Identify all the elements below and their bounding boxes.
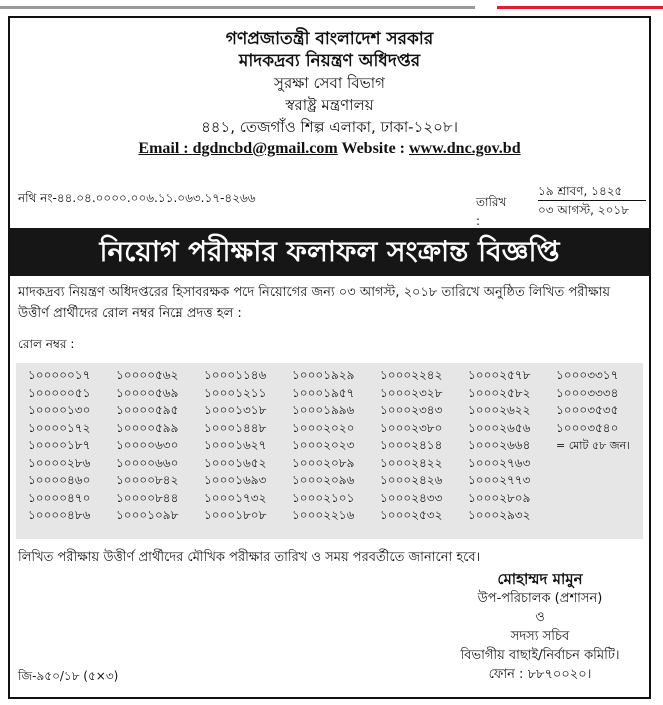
notice-frame bbox=[8, 16, 651, 699]
roll-number: ১০০০২৪১৪ bbox=[380, 438, 443, 452]
roll-number: ১০০০১৭৩২ bbox=[204, 490, 267, 505]
website-link[interactable]: www.dnc.gov.bd bbox=[409, 140, 521, 157]
roll-column bbox=[116, 367, 178, 525]
roll-number: ১০০০০৫৯৫ bbox=[116, 403, 179, 417]
intro-paragraph: মাদকদ্রব্য নিয়ন্ত্রণ অধিদপ্তরের হিসাবরক্ষক পদে নিয়োগের জন্য ০৩ আগস্ট, ২০১৮ তারিখে অনুষ্ঠিত লিখিত পরীক্ষায় উত্তীর্ণ প্রার্থীদের রোল নম্বর নিম্নে প্রদত্ত হল : bbox=[18, 285, 611, 321]
roll-number: ১০০০০১৩০ bbox=[28, 403, 91, 417]
roll-number: ১০০০০৫৬৯ bbox=[116, 385, 179, 400]
roll-number: ১০০০০৬৩০ bbox=[116, 438, 179, 452]
roll-number: ১০০০২০২৩ bbox=[292, 438, 355, 452]
roll-column bbox=[380, 367, 442, 525]
roll-number: ১০০০০৪৬০ bbox=[28, 473, 91, 487]
top-rule bbox=[0, 0, 663, 14]
notice-header bbox=[10, 28, 649, 160]
roll-number: ১০০০২৯৩২ bbox=[468, 508, 531, 522]
roll-number: ১০০০১৮০৮ bbox=[204, 508, 267, 522]
roll-number: ১০০০১৯৫৭ bbox=[292, 385, 355, 400]
date-english: ০৩ আগস্ট, ২০১৮ bbox=[538, 203, 629, 217]
roll-number: ১০০০২২১৬ bbox=[292, 508, 355, 522]
roll-number: ১০০০২৪২৬ bbox=[380, 473, 443, 487]
roll-number: ১০০০০১৭২ bbox=[28, 420, 91, 435]
roll-column bbox=[468, 367, 530, 525]
roll-number: ১০০০১০৯৮ bbox=[116, 508, 179, 522]
roll-number: ১০০০০৮৪৪ bbox=[116, 490, 179, 505]
viva-notice: লিখিত পরীক্ষায় উত্তীর্ণ প্রার্থীদের মৌখিক পরীক্ষার তারিখ ও সময় পরবর্তীতে জানানো হবে। bbox=[18, 550, 481, 565]
roll-number: ১০০০১৬২৭ bbox=[204, 438, 267, 452]
header-government: গণপ্রজাতন্ত্রী বাংলাদেশ সরকার bbox=[225, 29, 434, 49]
date-label: তারিখ : bbox=[476, 195, 507, 228]
roll-number: ১০০০০০৫১ bbox=[28, 385, 91, 400]
roll-number: ১০০০০৫৬২ bbox=[116, 368, 179, 382]
roll-number: ১০০০২৩২৮ bbox=[380, 385, 443, 400]
roll-number: ১০০০১৬৯৩ bbox=[204, 473, 267, 487]
roll-number: ১০০০২৫৩২ bbox=[380, 508, 443, 522]
signatory-committee: বিভাগীয় বাছাই/নির্বাচন কমিটি। bbox=[460, 648, 620, 663]
roll-number: ১০০০২৩৪৩ bbox=[380, 403, 443, 417]
roll-number: ১০০০০৫৯৯ bbox=[116, 420, 179, 435]
roll-number: ১০০০০০১৭ bbox=[28, 368, 91, 382]
roll-column bbox=[556, 367, 630, 455]
header-contact bbox=[10, 138, 649, 160]
roll-number: ১০০০২০২০ bbox=[292, 420, 355, 435]
roll-number: ১০০০০২৮৬ bbox=[28, 455, 91, 470]
roll-number: ১০০০০১৮৭ bbox=[28, 438, 91, 452]
roll-number-label: রোল নম্বর : bbox=[18, 337, 75, 351]
roll-number: ১০০০০৪৭০ bbox=[28, 490, 91, 505]
roll-number: ১০০০৩৩৩৪ bbox=[556, 385, 619, 400]
website-label: Website : bbox=[337, 140, 409, 157]
roll-number: ১০০০১৯৯৬ bbox=[292, 403, 355, 417]
roll-number: ১০০০২৪৩৩ bbox=[380, 490, 443, 505]
date-values bbox=[538, 182, 646, 219]
signatory-name: মোহাম্মদ মামুন bbox=[497, 570, 583, 588]
header-ministry: স্বরাষ্ট্র মন্ত্রণালয় bbox=[285, 96, 374, 114]
roll-number: ১০০০০৪৮৬ bbox=[28, 508, 91, 522]
roll-number: ১০০০২৫৭৮ bbox=[468, 368, 531, 382]
top-rule-grey bbox=[0, 6, 475, 9]
advertisement-code: জি-৯৫০/১৮ (৫×৩) bbox=[18, 669, 119, 683]
signatory-title: উপ-পরিচালক (প্রশাসন) bbox=[477, 591, 603, 606]
roll-number: ১০০০১২১১ bbox=[204, 385, 267, 400]
signature-block bbox=[430, 570, 650, 684]
header-address: ৪৪১, তেজগাঁও শিল্প এলাকা, ঢাকা-১২০৮। bbox=[201, 118, 458, 136]
roll-number: ১০০০৩৫৩৫ bbox=[556, 403, 619, 417]
roll-column bbox=[292, 367, 354, 525]
roll-total: = মোট ৫৮ জন। bbox=[556, 439, 631, 452]
roll-number: ১০০০২৭৬৩ bbox=[468, 455, 531, 470]
signatory-role: সদস্য সচিব bbox=[510, 629, 570, 644]
roll-column bbox=[204, 367, 266, 525]
signatory-and: ও bbox=[535, 610, 545, 625]
roll-number: ১০০০২১০১ bbox=[292, 490, 355, 505]
roll-number: ১০০০২৩৮০ bbox=[380, 420, 443, 435]
roll-number: ১০০০৩৫৪০ bbox=[556, 420, 619, 435]
roll-number: ১০০০২৪২২ bbox=[380, 455, 443, 470]
roll-number-table bbox=[16, 363, 643, 539]
roll-number: ১০০০০৮৪২ bbox=[116, 473, 179, 487]
email-label: Email : bbox=[138, 140, 193, 157]
header-department: মাদকদ্রব্য নিয়ন্ত্রণ অধিদপ্তর bbox=[238, 51, 421, 71]
roll-number: ১০০০১১৪৬ bbox=[204, 368, 267, 382]
roll-number: ১০০০১৬৫২ bbox=[204, 455, 267, 470]
roll-number: ১০০০১৩১৮ bbox=[204, 403, 267, 417]
roll-number: ১০০০২৭৭৩ bbox=[468, 473, 531, 487]
roll-number: ১০০০২৫৮২ bbox=[468, 385, 531, 400]
roll-number: ১০০০২৬৫৬ bbox=[468, 420, 531, 435]
header-division: সুরক্ষা সেবা বিভাগ bbox=[274, 74, 385, 92]
roll-number: ১০০০১৪৪৮ bbox=[204, 420, 267, 435]
file-reference: নথি নং-৪৪.০৪.০০০০.০০৬.১১.০৬৩.১৭-৪২৬৬ bbox=[18, 191, 256, 205]
roll-number: ১০০০৩৩১৭ bbox=[556, 368, 619, 382]
roll-number: ১০০০২০৯৬ bbox=[292, 473, 355, 487]
roll-number: ১০০০২০৮৯ bbox=[292, 455, 355, 470]
roll-number: ১০০০২৮০৯ bbox=[468, 490, 531, 505]
date-bangla: ১৯ শ্রাবণ, ১৪২৫ bbox=[538, 182, 646, 201]
roll-number: ১০০০১৯২৯ bbox=[292, 368, 355, 382]
roll-number: ১০০০২৬৬৪ bbox=[468, 438, 531, 452]
roll-number: ১০০০২২৪২ bbox=[380, 368, 443, 382]
roll-column bbox=[28, 367, 90, 525]
notice-title-banner: নিয়োগ পরীক্ষার ফলাফল সংক্রান্ত বিজ্ঞপ্তি bbox=[10, 228, 649, 276]
roll-number: ১০০০০৬৬০ bbox=[116, 455, 179, 470]
top-rule-red bbox=[497, 6, 663, 9]
email-link[interactable]: dgdncbd@gmail.com bbox=[192, 140, 338, 157]
roll-number: ১০০০২৬২২ bbox=[468, 403, 531, 417]
signatory-phone: ফোন : ৮৮৭০০২০। bbox=[488, 667, 592, 682]
